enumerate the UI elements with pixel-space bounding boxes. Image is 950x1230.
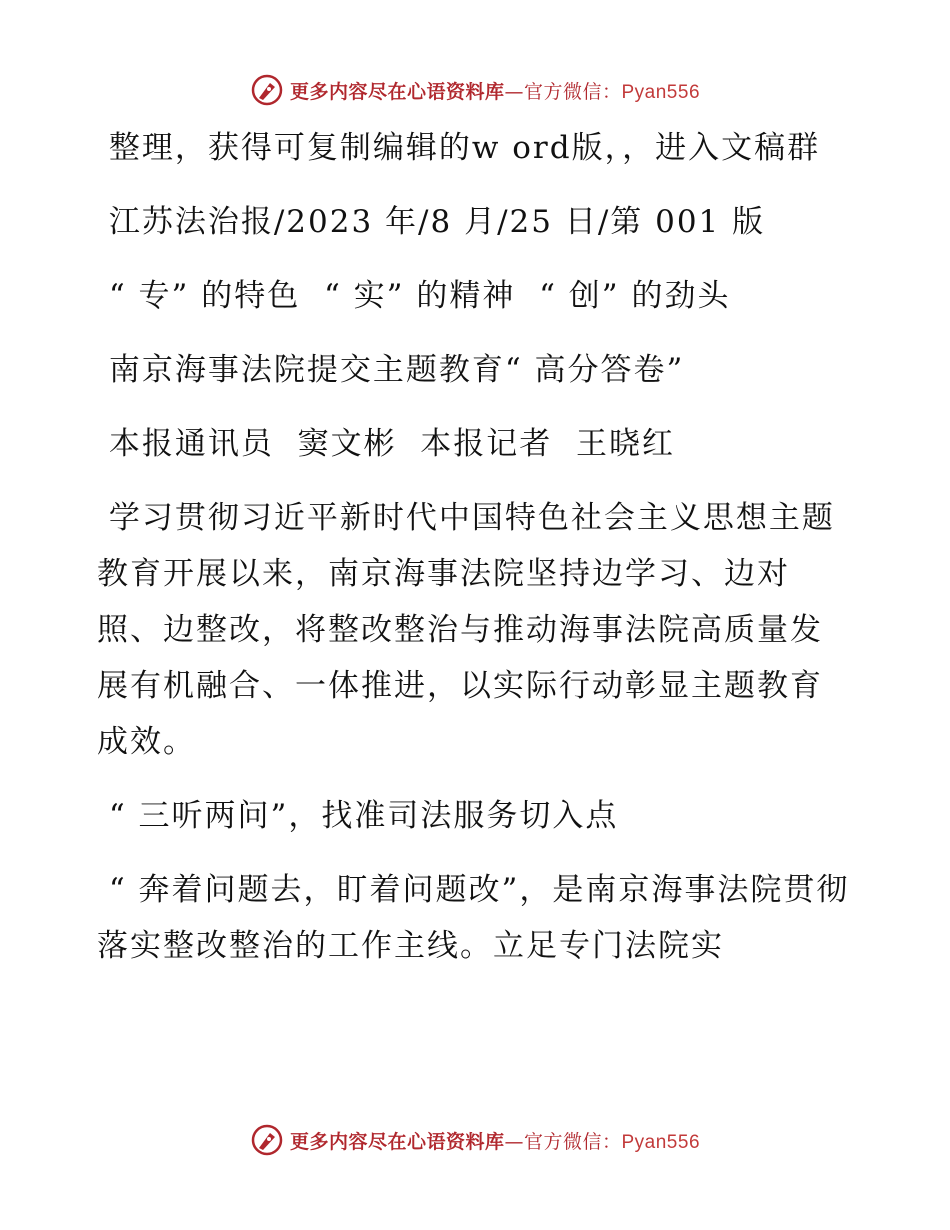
- watermark-text: [290, 1127, 700, 1154]
- paragraph-lead: 学习贯彻习近平新时代中国特色社会主义思想主题教育开展以来，南京海事法院坚持边学习、边对照、边整改，将整改整治与推动海事法院高质量发展有机融合、一体推进，以实际行动彰显主题教育成效。: [97, 500, 835, 760]
- watermark-id: Pyan556: [621, 81, 701, 103]
- watermark-sub: 官方微信：: [523, 1130, 622, 1153]
- pen-nib-logo-icon: [250, 73, 284, 107]
- watermark-id: Pyan556: [621, 1131, 701, 1153]
- paragraph-subheading: “ 三听两问”，找准司法服务切入点: [97, 798, 619, 834]
- watermark-main: 更多内容尽在心语资料库: [289, 80, 505, 103]
- paragraph-source: 江苏法治报/2023 年/8 月/25 日/第 001 版: [97, 204, 766, 240]
- watermark-separator: —: [504, 80, 524, 103]
- pen-nib-logo-icon: [250, 1123, 284, 1157]
- header-watermark: [0, 70, 950, 110]
- watermark-main: 更多内容尽在心语资料库: [289, 1130, 505, 1153]
- watermark-separator: —: [504, 1130, 524, 1153]
- footer-watermark: [0, 1120, 950, 1160]
- paragraph-byline: 本报通讯员 窦文彬 本报记者 王晓红: [97, 426, 675, 462]
- paragraph-note: 整理，获得可复制编辑的w ord版，，进入文稿群: [97, 130, 821, 166]
- paragraph-kicker: “ 专” 的特色 “ 实” 的精神 “ 创” 的劲头: [97, 278, 731, 314]
- watermark-sub: 官方微信：: [523, 80, 622, 103]
- paragraph-body: “ 奔着问题去，盯着问题改”，是南京海事法院贯彻落实整改整治的工作主线。立足专门法院实: [97, 872, 850, 964]
- article-body: [97, 120, 852, 992]
- watermark-text: [290, 77, 700, 104]
- paragraph-headline: 南京海事法院提交主题教育“ 高分答卷”: [97, 352, 685, 388]
